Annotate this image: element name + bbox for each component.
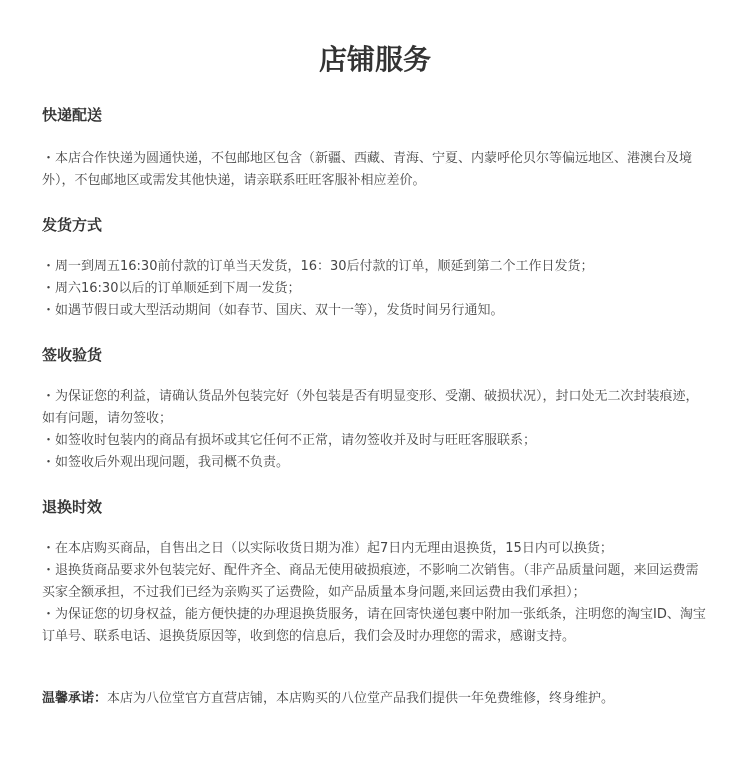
section-title-dispatch: 发货方式 xyxy=(42,216,103,234)
list-item: ・为保证您的切身权益，能方便快捷的办理退换货服务，请在回寄快递包裹中附加一张纸条，注明您的淘宝ID、淘宝订单号、联系电话、退换货原因等，收到您的信息后，我们会及时办理您的需求，感谢支持。 xyxy=(42,607,706,644)
returns-list xyxy=(42,538,708,648)
section-title-returns: 退换时效 xyxy=(42,498,103,516)
section-dispatch xyxy=(42,214,708,322)
page-title: 店铺服务 xyxy=(318,43,431,76)
inspection-list xyxy=(42,386,708,474)
shipping-list xyxy=(42,148,708,192)
section-shipping xyxy=(42,104,708,192)
section-returns xyxy=(42,496,708,648)
list-item: ・在本店购买商品，自售出之日（以实际收货日期为准）起7日内无理由退换货，15日内可以换货； xyxy=(42,541,613,556)
list-item: ・周六16:30以后的订单顺延到下周一发货； xyxy=(42,281,301,296)
dispatch-list xyxy=(42,256,708,322)
list-item: ・周一到周五16:30前付款的订单当天发货，16：30后付款的订单，顺延到第二个工作日发货； xyxy=(42,259,594,274)
promise-text: 本店为八位堂官方直营店铺，本店购买的八位堂产品我们提供一年免费维修，终身维护。 xyxy=(107,691,615,706)
list-item: ・本店合作快递为圆通快递，不包邮地区包含（新疆、西藏、青海、宁夏、内蒙呼伦贝尔等偏远地区、港澳台及境外），不包邮地区或需发其他快递，请亲联系旺旺客服补相应差价。 xyxy=(42,151,693,188)
list-item: ・如签收后外观出现问题，我司概不负责。 xyxy=(42,455,290,470)
warm-promise xyxy=(42,688,708,710)
list-item: ・如遇节假日或大型活动期间（如春节、国庆、双十一等），发货时间另行通知。 xyxy=(42,303,504,318)
list-item: ・为保证您的利益，请确认货品外包装完好（外包装是否有明显变形、受潮、破损状况），封口处无二次封装痕迹，如有问题，请勿签收； xyxy=(42,389,699,426)
section-inspection xyxy=(42,344,708,474)
promise-label: 温馨承诺： xyxy=(42,691,108,706)
list-item: ・如签收时包装内的商品有损坏或其它任何不正常，请勿签收并及时与旺旺客服联系； xyxy=(42,433,537,448)
section-title-shipping: 快递配送 xyxy=(42,106,103,124)
section-title-inspection: 签收验货 xyxy=(42,346,103,364)
list-item: ・退换货商品要求外包装完好、配件齐全、商品无使用破损痕迹，不影响二次销售。（非产品质量问题，来回运费需买家全额承担，不过我们已经为亲购买了运费险，如产品质量本身问题,来回运费由我们承担）； xyxy=(42,563,699,600)
